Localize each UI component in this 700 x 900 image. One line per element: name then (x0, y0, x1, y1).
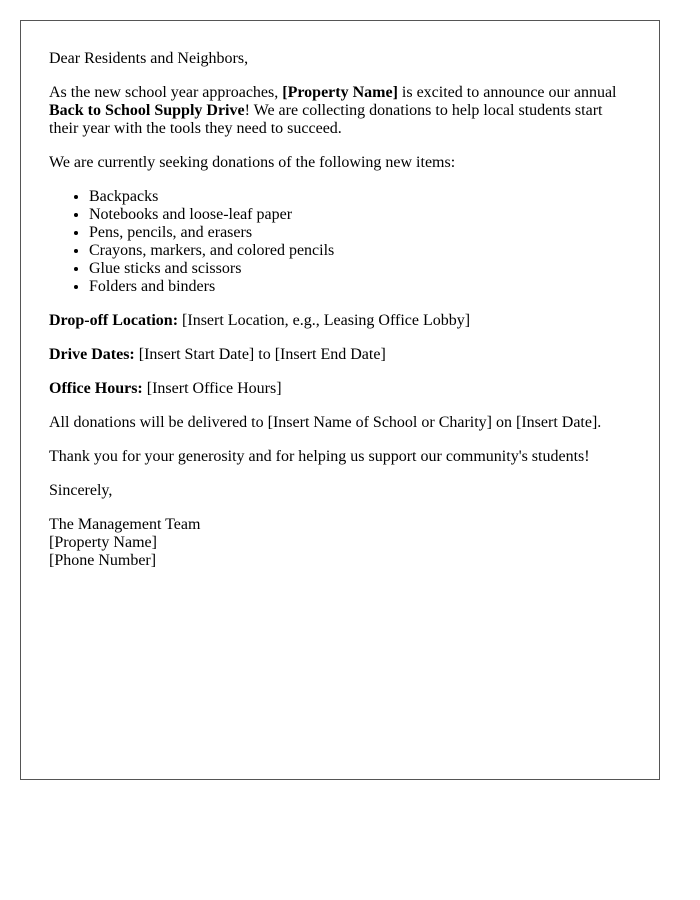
dropoff-label: Drop-off Location: (49, 312, 179, 329)
thanks-paragraph: Thank you for your generosity and for helping us support our community's students! (49, 448, 590, 465)
list-item: • Notebooks and loose-leaf paper (89, 206, 631, 224)
closing: Sincerely, (49, 482, 113, 499)
signature-phone: [Phone Number] (49, 552, 157, 569)
letter-document (20, 20, 660, 780)
intro-text-3: ! We are collecting donations to help local students start their year with the tools they need to succeed. (49, 102, 603, 137)
delivery-paragraph: All donations will be delivered to [Insert Name of School or Charity] on [Insert Date]. (49, 414, 602, 431)
signature-block (49, 516, 631, 570)
salutation: Dear Residents and Neighbors, (49, 50, 249, 67)
dates-label: Drive Dates: (49, 346, 135, 363)
list-item: • Glue sticks and scissors (89, 260, 631, 278)
dates-paragraph (49, 346, 631, 364)
list-item: • Crayons, markers, and colored pencils (89, 242, 631, 260)
list-item: • Backpacks (89, 188, 631, 206)
dropoff-paragraph (49, 312, 631, 330)
signature-team: The Management Team (49, 516, 201, 533)
signature-property: [Property Name] (49, 534, 157, 551)
donation-items-list (49, 188, 631, 296)
hours-value: [Insert Office Hours] (142, 380, 282, 397)
hours-paragraph (49, 380, 631, 398)
dates-value: [Insert Start Date] to [Insert End Date] (134, 346, 386, 363)
intro-text-2: is excited to announce our annual (397, 84, 617, 101)
drive-name-bold: Back to School Supply Drive (49, 102, 245, 119)
list-item: • Pens, pencils, and erasers (89, 224, 631, 242)
property-name-bold: [Property Name] (282, 84, 398, 101)
list-item: • Folders and binders (89, 278, 631, 296)
dropoff-value: [Insert Location, e.g., Leasing Office Lobby] (178, 312, 471, 329)
hours-label: Office Hours: (49, 380, 143, 397)
intro-text-1: As the new school year approaches, (49, 84, 283, 101)
seeking-paragraph: We are currently seeking donations of the following new items: (49, 154, 456, 171)
intro-paragraph (49, 84, 631, 138)
